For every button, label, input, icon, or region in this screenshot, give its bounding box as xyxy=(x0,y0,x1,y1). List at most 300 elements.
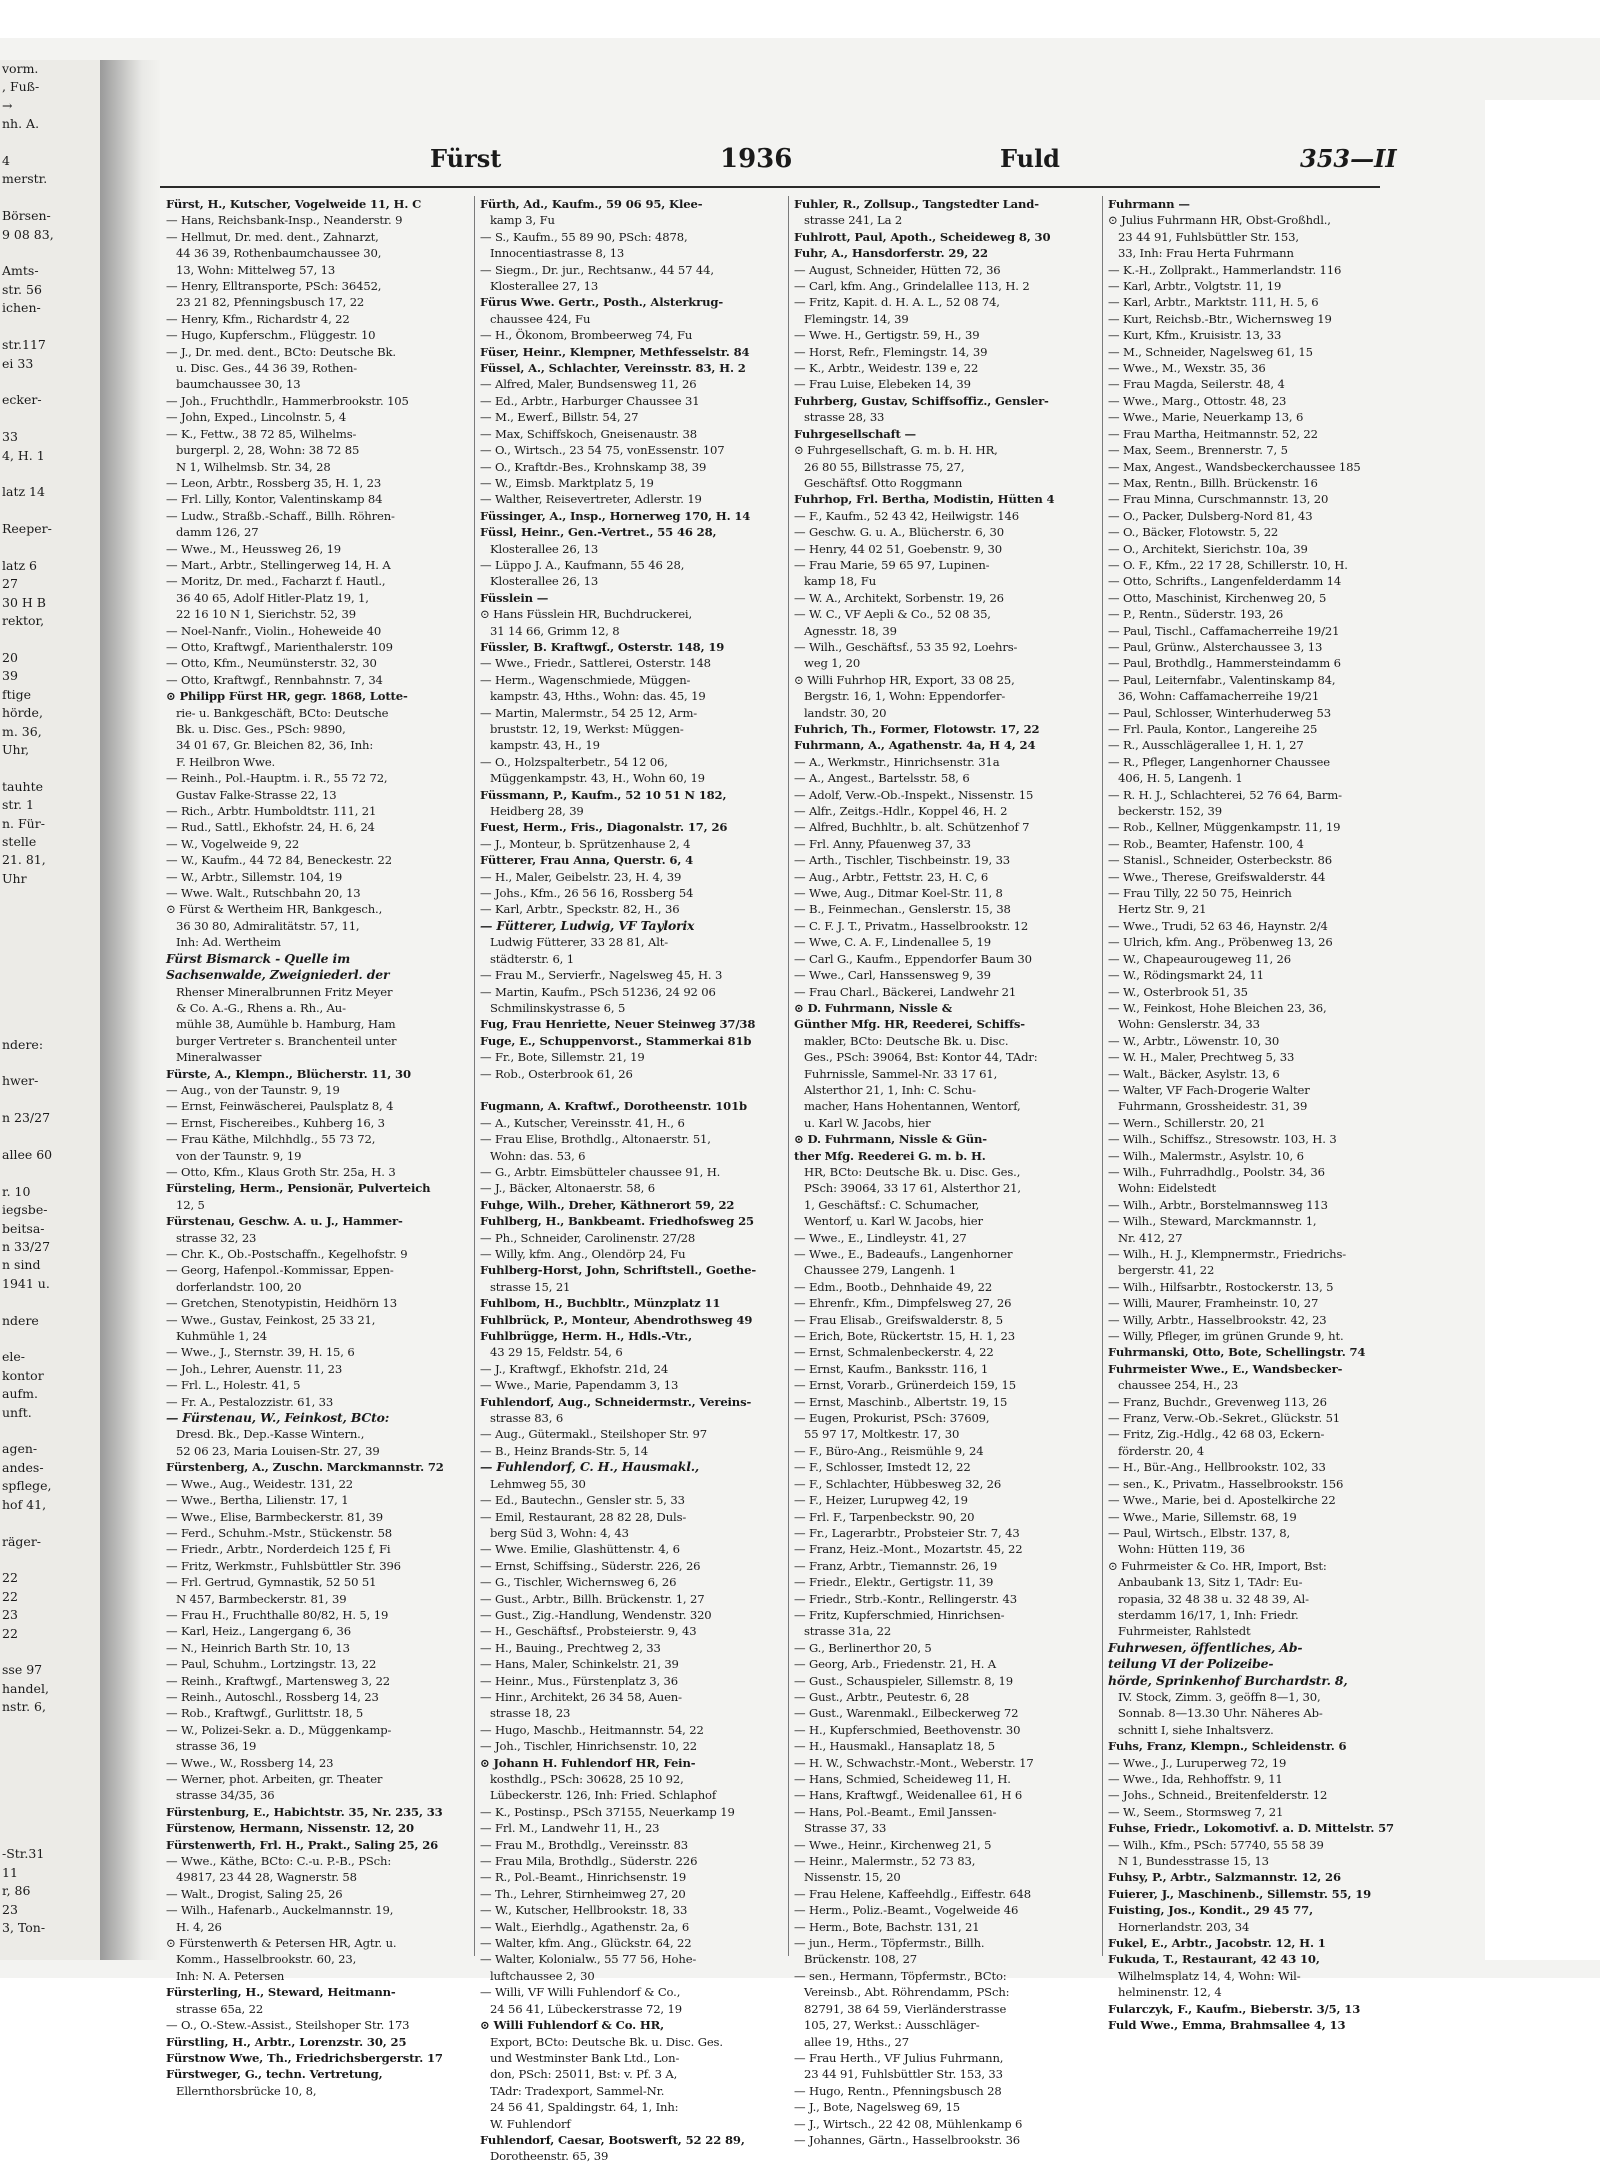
directory-entry: — F., Heizer, Lurupweg 42, 19 xyxy=(794,1493,968,1508)
directory-entry: — Friedr., Elektr., Gertigstr. 11, 39 xyxy=(794,1575,994,1590)
directory-entry: — Hans, Schmied, Scheideweg 11, H. xyxy=(794,1772,1011,1786)
directory-entry: Wohn: Genslerstr. 34, 33 xyxy=(1118,1017,1260,1032)
previous-page-fragment: -Str.31 xyxy=(2,1846,45,1862)
directory-entry: Fuhrhop, Frl. Bertha, Modistin, Hütten 4 xyxy=(794,492,1055,507)
directory-entry: — Wilh., Geschäftsf., 53 35 92, Loehrs- xyxy=(794,639,1018,654)
directory-entry: landstr. 30, 20 xyxy=(804,705,887,720)
directory-entry: Fuierer, J., Maschinenb., Sillemstr. 55, 19 xyxy=(1108,1886,1372,1901)
previous-page-fragment: ndere xyxy=(2,1312,39,1328)
previous-page-fragment: hof 41, xyxy=(2,1496,47,1512)
directory-entry: — Moritz, Dr. med., Facharzt f. Hautl., xyxy=(166,574,386,589)
directory-entry: — Herm., Wagenschmiede, Müggen- xyxy=(480,672,691,687)
directory-entry: — Wwe., Marg., Ottostr. 48, 23 xyxy=(1108,393,1287,408)
directory-entry: — Frau H., Fruchthalle 80/82, H. 5, 19 xyxy=(166,1607,389,1622)
directory-entry: 23 44 91, Fuhlsbüttler Str. 153, xyxy=(1118,229,1299,244)
directory-entry: — Max, Schiffskoch, Gneisenaustr. 38 xyxy=(480,426,698,441)
directory-entry: — Franz, Heiz.-Mont., Mozartstr. 45, 22 xyxy=(794,1542,1023,1557)
directory-entry: — Frau Luise, Elebeken 14, 39 xyxy=(794,377,971,392)
directory-entry: — Ernst, Kaufm., Banksstr. 116, 1 xyxy=(794,1361,989,1376)
previous-page-fragment xyxy=(0,759,100,777)
directory-entry: — Willi, VF Willi Fuhlendorf & Co., xyxy=(480,1985,681,2000)
directory-entry: strasse 83, 6 xyxy=(490,1411,564,1426)
directory-entry: — Karl, Heiz., Langergang 6, 36 xyxy=(166,1624,351,1639)
previous-page-fragment: 21. 81, xyxy=(2,852,46,868)
directory-entry: — Wwe., Marie, Papendamm 3, 13 xyxy=(480,1378,679,1393)
directory-entry: W. Fuhlendorf xyxy=(490,2116,571,2131)
directory-entry: — M., Ewerf., Billstr. 54, 27 xyxy=(480,410,639,425)
previous-page-fragment: kontor xyxy=(2,1367,44,1383)
previous-page-fragment xyxy=(0,134,100,152)
directory-entry: 52 06 23, Maria Louisen-Str. 27, 39 xyxy=(176,1443,380,1458)
directory-entry: und Westminster Bank Ltd., Lon- xyxy=(490,2050,680,2065)
directory-entry: ⊙ Philipp Fürst HR, gegr. 1868, Lotte- xyxy=(166,689,408,704)
previous-page-fragment: ecker- xyxy=(2,392,42,408)
directory-entry: Wohn: das. 53, 6 xyxy=(490,1148,586,1163)
directory-entry: — Wwe. Emilie, Glashüttenstr. 4, 6 xyxy=(480,1542,680,1557)
directory-entry: — Wwe., Friedr., Sattlerei, Osterstr. 148 xyxy=(480,656,711,671)
directory-entry: — Ferd., Schuhm.-Mstr., Stückenstr. 58 xyxy=(166,1525,393,1540)
directory-entry: — Frau Mila, Brothdlg., Süderstr. 226 xyxy=(480,1854,698,1869)
directory-entry: Wohn: Hütten 119, 36 xyxy=(1118,1542,1245,1557)
directory-entry: — O., O.-Stew.-Assist., Steilshoper Str. 173 xyxy=(166,2018,410,2033)
directory-entry: 34 01 67, Gr. Bleichen 82, 36, Inh: xyxy=(176,738,374,753)
directory-entry: — H., Geschäftsf., Probsteierstr. 9, 43 xyxy=(480,1624,697,1639)
directory-entry: — Frau Magda, Seilerstr. 48, 4 xyxy=(1108,377,1285,392)
directory-entry: Lehmweg 55, 30 xyxy=(490,1476,586,1491)
directory-entry: schnitt I, siehe Inhaltsverz. xyxy=(1118,1722,1274,1737)
directory-entry: — Reinh., Autoschl., Rossberg 14, 23 xyxy=(166,1689,379,1704)
directory-entry: — R., Pol.-Beamt., Hinrichsenstr. 19 xyxy=(480,1870,687,1885)
directory-entry: Fuhrmeister, Rahlstedt xyxy=(1118,1624,1251,1639)
previous-page-fragment: 22 xyxy=(2,1625,18,1641)
directory-entry: Füsslein — xyxy=(480,590,549,605)
directory-entry: — K., Arbtr., Weidestr. 139 e, 22 xyxy=(794,361,979,376)
previous-page-fragment xyxy=(0,1164,100,1182)
directory-entry: 406, H. 5, Langenh. 1 xyxy=(1118,771,1243,786)
directory-entry: Fürste, A., Klempn., Blücherstr. 11, 30 xyxy=(166,1066,411,1081)
directory-entry: Fuhlbom, H., Buchbltr., Münzplatz 11 xyxy=(480,1296,721,1311)
directory-entry: Fuhrmann, A., Agathenstr. 4a, H 4, 24 xyxy=(794,738,1036,753)
directory-entry: — Wilh., H. J., Klempnermstr., Friedrichs- xyxy=(1108,1247,1347,1261)
directory-entry: — B., Feinmechan., Genslerstr. 15, 38 xyxy=(794,902,1011,917)
directory-entry: — Ernst, Fischereibes., Kuhberg 16, 3 xyxy=(166,1115,385,1130)
directory-entry: Klosterallee 27, 13 xyxy=(490,279,599,294)
directory-entry: Ges., PSch: 39064, Bst: Kontor 44, TAdr: xyxy=(804,1050,1038,1065)
directory-entry: Fuhrnissle, Sammel-Nr. 33 17 61, xyxy=(804,1066,998,1081)
directory-entry: — W. C., VF Aepli & Co., 52 08 35, xyxy=(794,607,991,622)
previous-page-fragment: latz 6 xyxy=(2,557,37,573)
directory-entry: — Heinr., Mus., Fürstenplatz 3, 36 xyxy=(480,1673,678,1688)
directory-entry: — Ehrenfr., Kfm., Dimpfelsweg 27, 26 xyxy=(794,1296,1012,1311)
directory-entry: — Wwe, C. A. F., Lindenallee 5, 19 xyxy=(794,935,991,950)
directory-entry: ⊙ Julius Fuhrmann HR, Obst-Großhdl., xyxy=(1108,213,1331,228)
previous-page-fragment xyxy=(0,318,100,336)
previous-page-fragment xyxy=(0,925,100,943)
directory-entry: kamp 18, Fu xyxy=(804,574,877,589)
previous-page-fragment: andes- xyxy=(2,1459,44,1475)
directory-entry: Brückenstr. 108, 27 xyxy=(804,1952,918,1967)
directory-entry: Fuhr, A., Hansdorferstr. 29, 22 xyxy=(794,246,988,261)
directory-entry: — Wwe., Carl, Hanssensweg 9, 39 xyxy=(794,968,991,983)
directory-entry: 36, Wohn: Caffamacherreihe 19/21 xyxy=(1118,689,1320,704)
directory-entry: — Mart., Arbtr., Stellingerweg 14, H. A xyxy=(166,557,391,572)
previous-page-fragment: 23 xyxy=(2,1901,18,1917)
directory-entry: — Rob., Beamter, Hafenstr. 100, 4 xyxy=(1108,836,1304,851)
directory-entry: — Max, Seem., Brennerstr. 7, 5 xyxy=(1108,443,1288,458)
previous-page-fragment: m. 36, xyxy=(2,723,42,739)
directory-entry: 36 30 80, Admiralitätstr. 57, 11, xyxy=(176,918,360,933)
previous-page-fragment: 27 xyxy=(2,576,18,592)
previous-page-fragment: str. 56 xyxy=(2,281,42,297)
directory-entry: Gustav Falke-Strasse 22, 13 xyxy=(176,787,337,802)
directory-entry: — Henry, 44 02 51, Goebenstr. 9, 30 xyxy=(794,541,1002,556)
directory-entry: berg Süd 3, Wohn: 4, 43 xyxy=(490,1525,629,1540)
directory-entry: — Franz, Verw.-Ob.-Sekret., Glückstr. 51 xyxy=(1108,1411,1341,1426)
directory-entry: Fuhrwesen, öffentliches, Ab- xyxy=(1108,1639,1303,1655)
directory-entry: burger Vertreter s. Branchenteil unter xyxy=(176,1033,397,1048)
directory-entry: — Frl. L., Holestr. 41, 5 xyxy=(166,1378,301,1393)
previous-page-fragment xyxy=(0,410,100,428)
directory-entry: — B., Heinz Brands-Str. 5, 14 xyxy=(480,1443,648,1458)
directory-entry: — Frau Martha, Heitmannstr. 52, 22 xyxy=(1108,426,1318,441)
directory-entry: F. Heilbron Wwe. xyxy=(176,754,276,769)
directory-entry: Fuld Wwe., Emma, Brahmsallee 4, 13 xyxy=(1108,2018,1346,2033)
directory-entry: H. 4, 26 xyxy=(176,1919,222,1934)
previous-page-fragment xyxy=(0,465,100,483)
previous-page-fragment: n 33/27 xyxy=(2,1239,51,1254)
previous-page-fragment: hwer- xyxy=(2,1073,39,1089)
directory-entry: — R., Pfleger, Langenhorner Chaussee xyxy=(1108,754,1330,769)
directory-entry: — Max, Angest., Wandsbeckerchaussee 185 xyxy=(1108,459,1361,474)
directory-entry: — Hugo, Maschb., Heitmannstr. 54, 22 xyxy=(480,1722,704,1737)
directory-entry: Füssinger, A., Insp., Hornerweg 170, H. 14 xyxy=(480,508,751,523)
directory-entry: — F., Büro-Ang., Reismühle 9, 24 xyxy=(794,1443,984,1458)
directory-entry: kosthdlg., PSch: 30628, 25 10 92, xyxy=(490,1772,684,1786)
directory-entry: — Fr., Bote, Sillemstr. 21, 19 xyxy=(480,1050,645,1065)
previous-page-fragment: agen- xyxy=(2,1441,38,1457)
directory-entry: — Frau Minna, Curschmannstr. 13, 20 xyxy=(1108,492,1329,507)
directory-entry: — Wwe., Aug., Weidestr. 131, 22 xyxy=(166,1476,354,1491)
directory-entry: — Paul, Schlosser, Winterhuderweg 53 xyxy=(1108,705,1331,720)
directory-entry: Dorotheenstr. 65, 39 xyxy=(490,2149,609,2164)
directory-entry: Fürstenau, Geschw. A. u. J., Hammer- xyxy=(166,1214,403,1229)
previous-page-fragment xyxy=(0,1128,100,1146)
directory-entry: ⊙ Willi Fuhlendorf & Co. HR, xyxy=(480,2018,665,2033)
previous-page-fragment xyxy=(0,1551,100,1569)
directory-entry: sterdamm 16/17, 1, Inh: Friedr. xyxy=(1118,1607,1299,1622)
previous-page-fragment: 30 H B xyxy=(2,594,46,610)
directory-entry: ⊙ Hans Füsslein HR, Buchdruckerei, xyxy=(480,607,693,622)
directory-entry: — Otto, Schrifts., Langenfelderdamm 14 xyxy=(1108,574,1342,589)
directory-entry: — Wwe., Trudi, 52 63 46, Haynstr. 2/4 xyxy=(1108,918,1328,933)
previous-page-fragment: 20 xyxy=(2,650,18,665)
previous-page-fragment xyxy=(0,244,100,262)
directory-entry: ther Mfg. Reederei G. m. b. H. xyxy=(794,1148,986,1163)
previous-page-fragment: nh. A. xyxy=(2,116,40,132)
directory-entry: Alsterthor 21, 1, Inh: C. Schu- xyxy=(804,1082,976,1097)
directory-entry: Bergstr. 16, 1, Wohn: Eppendorfer- xyxy=(804,689,1006,704)
column-divider xyxy=(1102,196,1103,1956)
column-4 xyxy=(1108,196,1410,2033)
directory-entry: — Wwe., M., Wexstr. 35, 36 xyxy=(1108,361,1266,376)
directory-entry: — H., Ökonom, Brombeerweg 74, Fu xyxy=(480,328,693,343)
directory-entry: — Paul, Grünw., Alsterchaussee 3, 13 xyxy=(1108,639,1323,654)
directory-entry: — Wilh., Kfm., PSch: 57740, 55 58 39 xyxy=(1108,1837,1324,1852)
previous-page-fragment: n 23/27 xyxy=(2,1110,51,1126)
directory-entry: Fugmann, A. Kraftwf., Dorotheenstr. 101b xyxy=(480,1099,747,1114)
directory-entry: — J., Monteur, b. Sprützenhause 2, 4 xyxy=(480,836,691,851)
directory-entry: — W., Osterbrook 51, 35 xyxy=(1108,984,1248,999)
directory-entry: IV. Stock, Zimm. 3, geöffn 8—1, 30, xyxy=(1118,1689,1321,1704)
directory-entry: Fuhlrott, Paul, Apoth., Scheideweg 8, 30 xyxy=(794,229,1051,244)
directory-entry: — J., Wirtsch., 22 42 08, Mühlenkamp 6 xyxy=(794,2116,1023,2131)
directory-entry: — Alfred, Buchhltr., b. alt. Schützenhof 7 xyxy=(794,820,1030,835)
directory-entry: 55 97 17, Moltkestr. 17, 30 xyxy=(804,1427,960,1442)
directory-entry: Fuge, E., Schuppenvorst., Stammerkai 81b xyxy=(480,1033,752,1048)
previous-page-fragment: 1941 u. xyxy=(2,1275,50,1291)
directory-entry: Fürstenwerth, Frl. H., Prakt., Saling 25, 26 xyxy=(166,1837,439,1852)
directory-entry: — Fritz, Werkmstr., Fuhlsbüttler Str. 396 xyxy=(166,1558,401,1573)
directory-entry: — Ph., Schneider, Carolinenstr. 27/28 xyxy=(480,1230,696,1245)
directory-entry: u. Karl W. Jacobs, hier xyxy=(804,1115,931,1130)
directory-entry: Export, BCto: Deutsche Bk. u. Disc. Ges. xyxy=(490,2034,723,2049)
directory-entry: — W., Rödingsmarkt 24, 11 xyxy=(1108,968,1264,983)
directory-entry: — A., Werkmstr., Hinrichsenstr. 31a xyxy=(794,754,1000,769)
previous-page-fragment: ndere: xyxy=(2,1036,44,1052)
directory-entry: — M., Schneider, Nagelsweg 61, 15 xyxy=(1108,344,1313,359)
directory-entry: beckerstr. 152, 39 xyxy=(1118,804,1223,819)
directory-entry: — Frau Charl., Bäckerei, Landwehr 21 xyxy=(794,984,1017,999)
previous-page-fragment xyxy=(0,1293,100,1311)
directory-entry: TAdr: Tradexport, Sammel-Nr. xyxy=(490,2083,665,2098)
directory-entry: baumchaussee 30, 13 xyxy=(176,377,301,392)
directory-entry: — Wwe, Aug., Ditmar Koel-Str. 11, 8 xyxy=(794,886,1003,901)
previous-page-fragment: unft. xyxy=(2,1404,32,1420)
directory-entry: Fuhrberg, Gustav, Schiffsoffiz., Gensler- xyxy=(794,393,1049,408)
previous-page-fragment: 23 xyxy=(2,1607,18,1623)
directory-entry: — Wilh., Hafenarb., Auckelmannstr. 19, xyxy=(166,1903,394,1918)
directory-entry: kamp 3, Fu xyxy=(490,213,555,228)
directory-entry: Rhenser Mineralbrunnen Fritz Meyer xyxy=(176,984,393,999)
previous-page-fragment: → xyxy=(2,97,13,113)
directory-entry: — Wilh., Arbtr., Borstelmannsweg 113 xyxy=(1108,1197,1328,1212)
directory-entry: — Lüppo J. A., Kaufmann, 55 46 28, xyxy=(480,557,685,572)
directory-entry: Fürstweger, G., techn. Vertretung, xyxy=(166,2067,383,2082)
directory-entry: Vereinsb., Abt. Röhrendamm, PSch: xyxy=(804,1985,1010,2000)
header-rule xyxy=(160,186,1380,188)
directory-entry: — O., Architekt, Sierichstr. 10a, 39 xyxy=(1108,541,1308,556)
directory-entry: — Ernst, Schiffsing., Süderstr. 226, 26 xyxy=(480,1558,701,1573)
directory-entry: Klosterallee 26, 13 xyxy=(490,541,599,556)
directory-entry: 31 14 66, Grimm 12, 8 xyxy=(490,623,620,638)
directory-entry: — sen., Hermann, Töpfermstr., BCto: xyxy=(794,1968,1007,1983)
directory-entry: Fürst, H., Kutscher, Vogelweide 11, H. C xyxy=(166,197,422,211)
directory-entry: — Frl. Gertrud, Gymnastik, 52 50 51 xyxy=(166,1575,377,1590)
directory-entry: Fularczyk, F., Kaufm., Bieberstr. 3/5, 13 xyxy=(1108,2001,1361,2016)
directory-entry: PSch: 39064, 33 17 61, Alsterthor 21, xyxy=(804,1181,1021,1196)
directory-entry: 23 44 91, Fuhlsbüttler Str. 153, 33 xyxy=(804,2067,1003,2082)
directory-entry: Fuhlbrügge, Herm. H., Hdls.-Vtr., xyxy=(480,1329,692,1344)
book-gutter xyxy=(100,60,160,1960)
directory-entry: — Hinr., Architekt, 26 34 58, Auen- xyxy=(480,1689,682,1704)
directory-entry: — N., Heinrich Barth Str. 10, 13 xyxy=(166,1640,350,1655)
directory-entry: 13, Wohn: Mittelweg 57, 13 xyxy=(176,262,336,277)
column-divider xyxy=(474,196,475,1956)
directory-entry: Füssmann, P., Kaufm., 52 10 51 N 182, xyxy=(480,787,727,802)
directory-entry: — W., Feinkost, Hohe Bleichen 23, 36, xyxy=(1108,1000,1327,1015)
directory-entry: — Kurt, Kfm., Kruisistr. 13, 33 xyxy=(1108,328,1282,343)
previous-page-fragment: n sind xyxy=(2,1257,41,1273)
directory-entry: Fürstenburg, E., Habichtstr. 35, Nr. 235, 33 xyxy=(166,1804,443,1819)
directory-entry: — Wwe., Marie, Sillemstr. 68, 19 xyxy=(1108,1509,1297,1524)
directory-entry: 24 56 41, Lübeckerstrasse 72, 19 xyxy=(490,2001,682,2016)
directory-entry: — Wwe. H., Gertigstr. 59, H., 39 xyxy=(794,328,980,343)
directory-entry: — W., Chapeaurougeweg 11, 26 xyxy=(1108,951,1291,966)
directory-entry: kampstr. 43, H., 19 xyxy=(490,738,600,753)
directory-entry: — Noel-Nanfr., Violin., Hoheweide 40 xyxy=(166,623,382,638)
previous-page-fragment xyxy=(0,1017,100,1035)
directory-entry: — H., Hausmakl., Hansaplatz 18, 5 xyxy=(794,1739,995,1754)
previous-page-fragment: r. 10 xyxy=(2,1183,31,1199)
directory-entry: — Fürstenau, W., Feinkost, BCto: xyxy=(166,1410,390,1426)
column-1 xyxy=(166,196,468,2098)
directory-entry: 26 80 55, Billstrasse 75, 27, xyxy=(804,459,965,474)
directory-entry: Fütterer, Frau Anna, Querstr. 6, 4 xyxy=(480,853,694,868)
directory-entry: — Horst, Refr., Flemingstr. 14, 39 xyxy=(794,344,988,359)
directory-entry: — Hans, Maler, Schinkelstr. 21, 39 xyxy=(480,1657,679,1672)
previous-page-fragment: iegsbe- xyxy=(2,1202,48,1218)
directory-entry: — Rich., Arbtr. Humboldtstr. 111, 21 xyxy=(166,804,377,819)
directory-entry: — Wwe., E., Badeaufs., Langenhorner xyxy=(794,1247,1013,1261)
directory-entry: Fukuda, T., Restaurant, 42 43 10, xyxy=(1108,1952,1320,1967)
directory-entry: Fug, Frau Henriette, Neuer Steinweg 37/38 xyxy=(480,1017,756,1032)
directory-entry: Müggenkampstr. 43, H., Wohn 60, 19 xyxy=(490,771,705,786)
directory-entry: — G., Tischler, Wichernsweg 6, 26 xyxy=(480,1575,677,1590)
directory-entry: ⊙ Fuhrgesellschaft, G. m. b. H. HR, xyxy=(794,443,998,458)
directory-entry: — Paul, Schuhm., Lortzingstr. 13, 22 xyxy=(166,1657,377,1672)
directory-entry: — Henry, Elltransporte, PSch: 36452, xyxy=(166,279,382,294)
directory-entry: — K., Postinsp., PSch 37155, Neuerkamp 19 xyxy=(480,1804,735,1819)
directory-entry: — Frau Marie, 59 65 97, Lupinen- xyxy=(794,557,990,572)
directory-entry: — Paul, Leiternfabr., Valentinskamp 84, xyxy=(1108,672,1336,687)
directory-entry: — Joh., Tischler, Hinrichsenstr. 10, 22 xyxy=(480,1739,698,1754)
previous-page-fragment: spflege, xyxy=(2,1478,52,1494)
directory-entry: — Gust., Arbtr., Peutestr. 6, 28 xyxy=(794,1689,970,1704)
directory-entry: Nissenstr. 15, 20 xyxy=(804,1870,901,1885)
directory-entry: — Alfred, Maler, Bundsensweg 11, 26 xyxy=(480,377,697,392)
directory-entry: Agnesstr. 18, 39 xyxy=(804,623,897,638)
directory-entry: — Alfr., Zeitgs.-Hdlr., Koppel 46, H. 2 xyxy=(794,804,1008,819)
directory-entry: — Fuhlendorf, C. H., Hausmakl., xyxy=(480,1459,700,1475)
directory-entry: — Wwe., Ida, Rehhoffstr. 9, 11 xyxy=(1108,1772,1283,1786)
directory-entry: — Wwe. Walt., Rutschbahn 20, 13 xyxy=(166,886,361,901)
directory-entry: — Paul, Brothdlg., Hammersteindamm 6 xyxy=(1108,656,1341,671)
directory-entry: 82791, 38 64 59, Vierländerstrasse xyxy=(804,2001,1007,2016)
previous-page-fragment xyxy=(0,1772,100,1790)
previous-page-fragment: r, 86 xyxy=(2,1883,31,1899)
directory-entry: — Frl. F., Tarpenbeckstr. 90, 20 xyxy=(794,1509,975,1524)
previous-page-fragment: merstr. xyxy=(2,171,48,187)
directory-entry: — Otto, Maschinist, Kirchenweg 20, 5 xyxy=(1108,590,1327,605)
directory-entry: — O., Holzspalterbetr., 54 12 06, xyxy=(480,754,668,769)
directory-entry: strasse 28, 33 xyxy=(804,410,885,425)
directory-entry: — Werner, phot. Arbeiten, gr. Theater xyxy=(166,1772,383,1786)
directory-entry: — W., Polizei-Sekr. a. D., Müggenkamp- xyxy=(166,1722,392,1737)
directory-entry: — Erich, Bote, Rückertstr. 15, H. 1, 23 xyxy=(794,1329,1015,1344)
directory-entry: Mineralwasser xyxy=(176,1050,262,1065)
directory-entry: — Fr., Lagerarbtr., Probsteier Str. 7, 43 xyxy=(794,1525,1020,1540)
directory-entry: Geschäftsf. Otto Roggmann xyxy=(804,475,963,490)
directory-entry: — Th., Lehrer, Stirnheimweg 27, 20 xyxy=(480,1886,686,1901)
directory-entry: — Wilh., Steward, Marckmannstr. 1, xyxy=(1108,1214,1317,1229)
directory-entry: teilung VI der Polizeibe- xyxy=(1108,1656,1274,1672)
previous-page-fragment: latz 14 xyxy=(2,484,45,500)
directory-entry: 24 56 41, Spaldingstr. 64, 1, Inh: xyxy=(490,2100,679,2115)
directory-entry: Fürsterling, H., Steward, Heitmann- xyxy=(166,1985,396,2000)
directory-entry: — Frau Tilly, 22 50 75, Heinrich xyxy=(1108,886,1292,901)
directory-entry: — O., Wirtsch., 23 54 75, vonEssenstr. 107 xyxy=(480,443,725,458)
directory-entry: don, PSch: 25011, Bst: v. Pf. 3 A, xyxy=(490,2067,678,2082)
directory-entry: — Wern., Schillerstr. 20, 21 xyxy=(1108,1115,1266,1130)
directory-entry: 36 40 65, Adolf Hitler-Platz 19, 1, xyxy=(176,590,369,605)
directory-entry: burgerpl. 2, 28, Wohn: 38 72 85 xyxy=(176,443,360,458)
directory-entry: 23 21 82, Pfenningsbusch 17, 22 xyxy=(176,295,365,310)
directory-entry: — Frau Herth., VF Julius Fuhrmann, xyxy=(794,2050,1004,2065)
previous-page-fragment: 4, H. 1 xyxy=(2,447,45,463)
directory-entry: makler, BCto: Deutsche Bk. u. Disc. xyxy=(804,1033,1009,1048)
directory-entry: — jun., Herm., Töpfermstr., Billh. xyxy=(794,1936,985,1951)
directory-entry: — Rob., Kellner, Müggenkampstr. 11, 19 xyxy=(1108,820,1341,835)
directory-entry: — H., Bür.-Ang., Hellbrookstr. 102, 33 xyxy=(1108,1460,1326,1475)
directory-entry: — Gust., Zig.-Handlung, Wendenstr. 320 xyxy=(480,1607,712,1622)
directory-entry: — Aug., Gütermakl., Steilshoper Str. 97 xyxy=(480,1427,708,1442)
directory-entry: bergerstr. 41, 22 xyxy=(1118,1263,1215,1278)
directory-entry: — Ernst, Maschinb., Albertstr. 19, 15 xyxy=(794,1394,1008,1409)
directory-entry: Fukel, E., Arbtr., Jacobstr. 12, H. 1 xyxy=(1108,1936,1326,1951)
directory-entry: kampstr. 43, Hths., Wohn: das. 45, 19 xyxy=(490,689,706,704)
directory-entry: Hertz Str. 9, 21 xyxy=(1118,902,1207,917)
directory-entry: 49817, 23 44 28, Wagnerstr. 58 xyxy=(176,1870,357,1885)
directory-entry: Flemingstr. 14, 39 xyxy=(804,311,909,326)
directory-entry: — Siegm., Dr. jur., Rechtsanw., 44 57 44, xyxy=(480,262,714,277)
directory-entry: — Willy, Arbtr., Hasselbrookstr. 42, 23 xyxy=(1108,1312,1327,1327)
previous-page-fragment xyxy=(0,373,100,391)
directory-entry: — G., Arbtr. Eimsbütteler chaussee 91, H. xyxy=(480,1164,721,1179)
directory-entry: — J., Dr. med. dent., BCto: Deutsche Bk. xyxy=(166,344,396,359)
directory-entry: — Wwe., Heinr., Kirchenweg 21, 5 xyxy=(794,1837,992,1852)
previous-page-fragment: Uhr xyxy=(2,870,27,886)
column-divider xyxy=(788,196,789,1956)
directory-entry: Fuhlberg-Horst, John, Schriftstell., Goethe- xyxy=(480,1263,756,1278)
directory-entry: ⊙ Fürst & Wertheim HR, Bankgesch., xyxy=(166,902,383,917)
directory-entry: — Otto, Kfm., Klaus Groth Str. 25a, H. 3 xyxy=(166,1164,396,1179)
directory-entry: weg 1, 20 xyxy=(804,656,861,671)
previous-page-fragment xyxy=(0,1054,100,1072)
directory-entry: — R. H. J., Schlachterei, 52 76 64, Barm- xyxy=(1108,787,1342,802)
directory-entry: — G., Berlinerthor 20, 5 xyxy=(794,1640,932,1655)
directory-entry: — Stanisl., Schneider, Osterbeckstr. 86 xyxy=(1108,853,1333,868)
previous-page-fragment: Börsen- xyxy=(2,208,51,224)
directory-entry: Hornerlandstr. 203, 34 xyxy=(1118,1919,1250,1934)
directory-entry: — Wwe., J., Luruperweg 72, 19 xyxy=(1108,1755,1287,1770)
directory-entry: — A., Angest., Bartelsstr. 58, 6 xyxy=(794,771,970,786)
directory-entry: — Walter, Kolonialw., 55 77 56, Hohe- xyxy=(480,1952,697,1967)
previous-page-fragment: sse 97 xyxy=(2,1662,43,1678)
directory-entry: Fuhlendorf, Caesar, Bootswerft, 52 22 89, xyxy=(480,2132,745,2147)
directory-entry: — Henry, Kfm., Richardstr 4, 22 xyxy=(166,311,350,326)
directory-entry: — Georg, Arb., Friedenstr. 21, H. A xyxy=(794,1657,996,1672)
directory-entry: luftchaussee 2, 30 xyxy=(490,1968,595,1983)
